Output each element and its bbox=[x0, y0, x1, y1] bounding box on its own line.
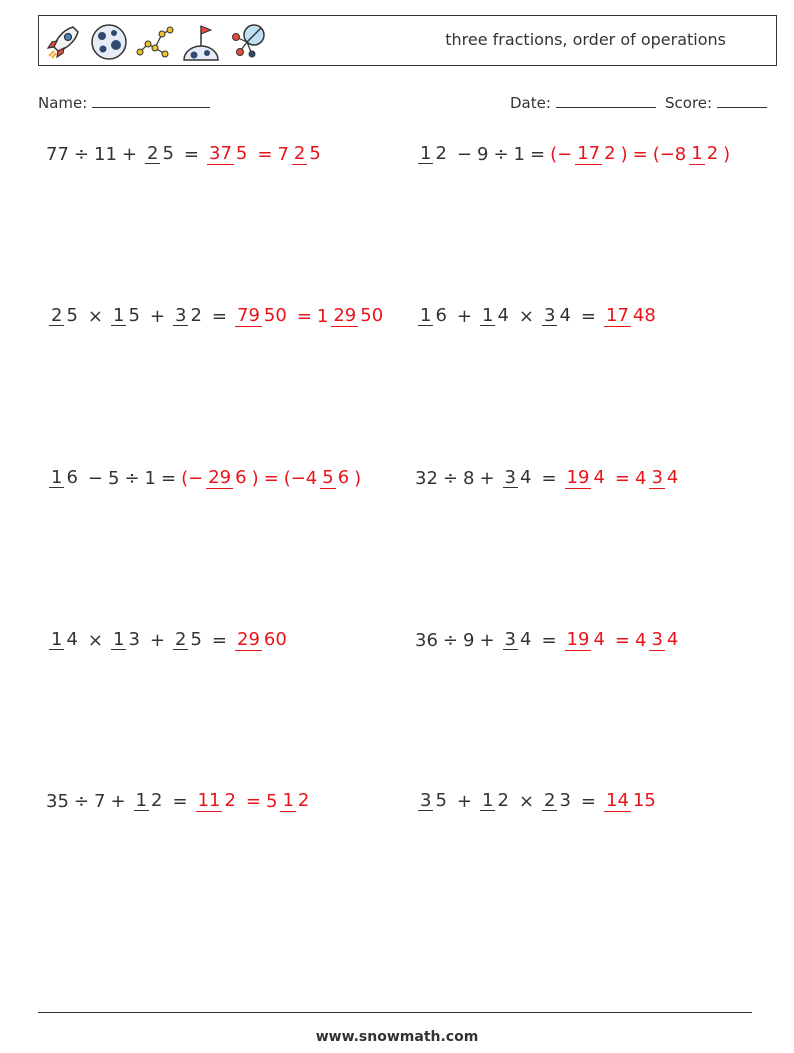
answer-operator: = bbox=[296, 306, 312, 327]
numerator: 3 bbox=[504, 466, 516, 488]
expr-operator: × bbox=[518, 306, 534, 327]
answer-operator: = bbox=[263, 468, 279, 489]
denominator: 4 bbox=[520, 466, 532, 488]
equals-sign: = bbox=[161, 468, 177, 489]
problem-9 bbox=[46, 791, 314, 812]
answer-number: 7 bbox=[277, 144, 289, 165]
expr-number: 11 bbox=[94, 144, 117, 165]
denominator: 4 bbox=[559, 304, 571, 326]
name-label: Name: bbox=[38, 94, 88, 112]
denominator: 60 bbox=[263, 629, 287, 651]
numerator: 3 bbox=[504, 628, 516, 650]
expr-operator: ÷ bbox=[124, 468, 140, 489]
numerator: 29 bbox=[333, 305, 357, 327]
denominator: 2 bbox=[151, 789, 163, 811]
answer bbox=[232, 630, 292, 651]
answer-number: (−4 bbox=[283, 468, 318, 489]
numerator: 2 bbox=[51, 304, 63, 326]
score-field[interactable] bbox=[665, 93, 767, 112]
denominator: 2 bbox=[435, 142, 447, 164]
denominator: 3 bbox=[559, 789, 571, 811]
denominator: 6 bbox=[66, 466, 78, 488]
answer-number: 1 bbox=[316, 306, 329, 327]
answer-number: ) bbox=[251, 468, 259, 489]
footer-divider bbox=[38, 1012, 752, 1013]
answer bbox=[193, 791, 315, 812]
numerator: 3 bbox=[651, 629, 663, 651]
expr-number: 1 bbox=[144, 468, 156, 489]
expr-operator: + bbox=[149, 306, 165, 327]
date-field[interactable] bbox=[510, 93, 656, 112]
expr-fraction bbox=[542, 304, 573, 327]
expr-operator: × bbox=[87, 306, 103, 327]
answer-fraction bbox=[565, 631, 607, 651]
denominator: 50 bbox=[263, 305, 287, 327]
constellation-icon bbox=[135, 22, 175, 62]
denominator: 4 bbox=[66, 628, 78, 650]
answer-number: 5 bbox=[266, 791, 278, 812]
header-icons bbox=[43, 20, 267, 64]
numerator: 3 bbox=[544, 304, 556, 326]
expr-number: 9 bbox=[477, 144, 489, 165]
denominator: 5 bbox=[435, 789, 447, 811]
expr-fraction bbox=[49, 628, 80, 651]
equals-sign: = bbox=[580, 306, 596, 327]
name-field[interactable] bbox=[38, 93, 210, 112]
expr-number: 1 bbox=[513, 144, 525, 165]
expr-fraction bbox=[49, 466, 80, 489]
answer-number: (− bbox=[181, 468, 204, 489]
numerator: 11 bbox=[197, 790, 221, 812]
footer-url: www.snowmath.com bbox=[315, 1029, 479, 1045]
problem-1 bbox=[46, 144, 326, 165]
answer bbox=[232, 306, 388, 327]
answer-fraction bbox=[649, 469, 680, 489]
denominator: 48 bbox=[632, 305, 656, 327]
denominator: 5 bbox=[235, 143, 248, 165]
answer-fraction bbox=[604, 792, 658, 812]
numerator: 29 bbox=[237, 629, 260, 651]
answer-operator: = bbox=[257, 144, 273, 165]
expr-operator: + bbox=[479, 630, 495, 651]
answer-number: (−8 bbox=[652, 144, 687, 165]
answer bbox=[562, 468, 684, 489]
numerator: 29 bbox=[208, 467, 232, 489]
answer-fraction bbox=[235, 631, 289, 651]
denominator: 6 bbox=[435, 304, 447, 326]
numerator: 17 bbox=[606, 305, 629, 327]
answer bbox=[601, 306, 661, 327]
numerator: 37 bbox=[209, 143, 232, 165]
score-line[interactable] bbox=[717, 93, 767, 108]
equals-sign: = bbox=[541, 630, 557, 651]
denominator: 15 bbox=[632, 790, 656, 812]
answer-fraction bbox=[207, 145, 249, 165]
equals-sign: = bbox=[541, 468, 557, 489]
numerator: 79 bbox=[237, 305, 260, 327]
problem-6 bbox=[415, 468, 683, 489]
numerator: 2 bbox=[175, 628, 187, 650]
numerator: 1 bbox=[420, 142, 432, 164]
score-label: Score: bbox=[665, 94, 713, 112]
date-line[interactable] bbox=[556, 93, 656, 108]
answer-fraction bbox=[196, 792, 238, 812]
moon-flag-icon bbox=[181, 22, 221, 62]
expr-fraction bbox=[503, 628, 534, 651]
answer-operator: = bbox=[632, 144, 648, 165]
answer-fraction bbox=[206, 469, 248, 489]
answer-fraction bbox=[331, 307, 385, 327]
expr-fraction bbox=[173, 628, 204, 651]
expr-fraction bbox=[418, 142, 449, 165]
expr-fraction bbox=[111, 304, 142, 327]
answer-fraction bbox=[689, 145, 720, 165]
equals-sign: = bbox=[211, 630, 227, 651]
expr-number: 77 bbox=[46, 144, 69, 165]
numerator: 1 bbox=[691, 143, 703, 165]
expr-number: 7 bbox=[94, 791, 106, 812]
numerator: 14 bbox=[606, 790, 629, 812]
answer-fraction bbox=[604, 307, 658, 327]
expr-fraction bbox=[418, 304, 449, 327]
denominator: 5 bbox=[190, 628, 202, 650]
problem-8 bbox=[415, 630, 683, 651]
worksheet-title: three fractions, order of operations bbox=[445, 30, 726, 49]
numerator: 1 bbox=[482, 789, 494, 811]
numerator: 3 bbox=[175, 304, 187, 326]
numerator: 1 bbox=[113, 304, 125, 326]
expr-number: 36 bbox=[415, 630, 438, 651]
denominator: 50 bbox=[360, 305, 384, 327]
answer-number: 4 bbox=[635, 468, 647, 489]
denominator: 5 bbox=[309, 143, 321, 165]
expr-fraction bbox=[480, 789, 511, 812]
answer-fraction bbox=[565, 469, 607, 489]
expr-operator: + bbox=[121, 144, 137, 165]
numerator: 2 bbox=[147, 142, 159, 164]
answer-number: ) bbox=[723, 144, 731, 165]
problem-5 bbox=[46, 468, 361, 489]
equals-sign: = bbox=[580, 791, 596, 812]
expr-fraction bbox=[173, 304, 204, 327]
expr-operator: × bbox=[87, 630, 103, 651]
numerator: 19 bbox=[566, 629, 590, 651]
expr-operator: + bbox=[110, 791, 126, 812]
equals-sign: = bbox=[211, 306, 227, 327]
expr-number: 8 bbox=[463, 468, 475, 489]
numerator: 19 bbox=[566, 467, 590, 489]
denominator: 6 bbox=[337, 467, 350, 489]
expr-operator: + bbox=[456, 306, 472, 327]
denominator: 2 bbox=[604, 143, 616, 165]
moon-icon bbox=[89, 22, 129, 62]
numerator: 1 bbox=[282, 790, 294, 812]
expr-number: 9 bbox=[463, 630, 475, 651]
denominator: 2 bbox=[497, 789, 509, 811]
problem-3 bbox=[46, 306, 388, 327]
expr-fraction bbox=[111, 628, 142, 651]
expr-fraction bbox=[418, 789, 449, 812]
denominator: 5 bbox=[128, 304, 140, 326]
numerator: 2 bbox=[293, 143, 306, 165]
answer-fraction bbox=[280, 792, 311, 812]
answer-number: ) bbox=[620, 144, 628, 165]
answer-fraction bbox=[235, 307, 289, 327]
date-label: Date: bbox=[510, 94, 551, 112]
denominator: 3 bbox=[128, 628, 140, 650]
problem-7 bbox=[46, 630, 292, 651]
expr-operator: + bbox=[456, 791, 472, 812]
numerator: 2 bbox=[544, 789, 556, 811]
expr-operator: − bbox=[456, 144, 472, 165]
expr-fraction bbox=[134, 789, 165, 812]
numerator: 1 bbox=[113, 628, 125, 650]
expr-operator: ÷ bbox=[442, 468, 458, 489]
answer bbox=[204, 144, 326, 165]
answer-fraction bbox=[575, 145, 617, 165]
numerator: 1 bbox=[51, 628, 63, 650]
rocket-icon bbox=[43, 22, 83, 62]
header-box bbox=[38, 15, 777, 66]
denominator: 2 bbox=[190, 304, 202, 326]
denominator: 4 bbox=[666, 629, 679, 651]
denominator: 4 bbox=[593, 467, 605, 489]
expr-operator: ÷ bbox=[73, 144, 89, 165]
denominator: 2 bbox=[224, 790, 236, 812]
equals-sign: = bbox=[172, 791, 188, 812]
answer-operator: = bbox=[245, 791, 261, 812]
answer-fraction bbox=[649, 631, 680, 651]
answer bbox=[601, 791, 661, 812]
answer bbox=[550, 144, 730, 165]
problem-2 bbox=[415, 144, 730, 165]
name-line[interactable] bbox=[92, 93, 210, 108]
equals-sign: = bbox=[530, 144, 546, 165]
expr-number: 5 bbox=[108, 468, 120, 489]
answer-number: ) bbox=[354, 468, 362, 489]
expr-number: 35 bbox=[46, 791, 69, 812]
denominator: 4 bbox=[497, 304, 509, 326]
numerator: 17 bbox=[577, 143, 601, 165]
numerator: 1 bbox=[420, 304, 432, 326]
expr-fraction bbox=[542, 789, 573, 812]
numerator: 5 bbox=[322, 467, 334, 489]
denominator: 4 bbox=[593, 629, 605, 651]
expr-number: 32 bbox=[415, 468, 438, 489]
expr-operator: × bbox=[518, 791, 534, 812]
denominator: 2 bbox=[297, 790, 310, 812]
problem-10 bbox=[415, 791, 661, 812]
answer-fraction bbox=[292, 145, 323, 165]
expr-operator: ÷ bbox=[73, 791, 89, 812]
numerator: 1 bbox=[51, 466, 63, 488]
expr-operator: + bbox=[149, 630, 165, 651]
denominator: 5 bbox=[66, 304, 78, 326]
problem-4 bbox=[415, 306, 661, 327]
expr-fraction bbox=[503, 466, 534, 489]
denominator: 6 bbox=[235, 467, 247, 489]
numerator: 3 bbox=[420, 789, 432, 811]
answer-number: 4 bbox=[635, 630, 647, 651]
expr-fraction bbox=[49, 304, 80, 327]
denominator: 5 bbox=[162, 142, 174, 164]
expr-fraction bbox=[480, 304, 511, 327]
denominator: 2 bbox=[706, 143, 719, 165]
numerator: 1 bbox=[482, 304, 494, 326]
expr-fraction bbox=[145, 142, 176, 165]
satellite-icon bbox=[227, 22, 267, 62]
denominator: 4 bbox=[666, 467, 679, 489]
equals-sign: = bbox=[183, 144, 199, 165]
expr-operator: ÷ bbox=[493, 144, 509, 165]
answer-fraction bbox=[320, 469, 351, 489]
numerator: 3 bbox=[651, 467, 663, 489]
answer-number: (− bbox=[550, 144, 573, 165]
answer bbox=[562, 630, 684, 651]
denominator: 4 bbox=[520, 628, 532, 650]
expr-operator: ÷ bbox=[442, 630, 458, 651]
answer bbox=[181, 468, 361, 489]
numerator: 1 bbox=[135, 789, 147, 811]
answer-operator: = bbox=[614, 630, 630, 651]
answer-operator: = bbox=[614, 468, 630, 489]
expr-operator: + bbox=[479, 468, 495, 489]
expr-operator: − bbox=[87, 468, 103, 489]
